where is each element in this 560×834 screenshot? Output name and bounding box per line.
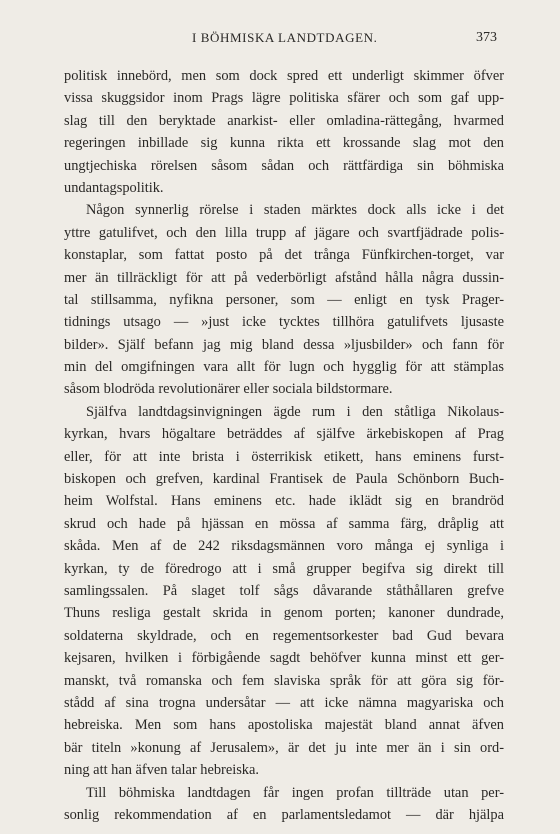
text-line: slag till den beryktade anarkist- eller omladina-rättegång, hvarmed bbox=[64, 112, 504, 129]
text-line: undantagspolitik. bbox=[64, 179, 164, 196]
text-line: yttre gatulifvet, och den lilla trupp af jägare och svartfjädrade polis- bbox=[64, 224, 504, 241]
text-line: ning att han äfven talar hebreiska. bbox=[64, 762, 259, 779]
text-line: skrud och hade på hjässan en mössa af samma färg, dråplig att bbox=[64, 515, 504, 532]
text-line: ungtjechiska rörelsen såsom sådan och rättfärdiga sin böhmiska bbox=[64, 157, 504, 174]
text-line: Thuns resliga gestalt skrida in genom porten; kanoner dundrade, bbox=[64, 605, 504, 622]
text-line: skåda. Men af de 242 riksdagsmännen voro många ej synliga i bbox=[64, 538, 504, 555]
text-line: heim Wolfstal. Hans eminens etc. hade iklädt sig en brandröd bbox=[64, 493, 504, 510]
text-line: soldaterna skyldrade, och en regementsorkester bad Gud bevara bbox=[64, 627, 504, 644]
text-line: kyrkan, hvars högaltare beträddes af själfve ärkebiskopen af Prag bbox=[64, 426, 504, 443]
text-line: Till böhmiska landtdagen får ingen profan tillträde utan per- bbox=[86, 784, 504, 801]
text-line: min del omgifningen vara allt för lugn och hygglig för att stämplas bbox=[64, 359, 504, 376]
text-line: kyrkan, ty de föredrogo att i små grupper begifva sig direkt till bbox=[64, 560, 504, 577]
text-line: såsom blodröda revolutionärer eller sociala bildstormare. bbox=[64, 381, 393, 398]
text-line: Själfva landtdagsinvigningen ägde rum i den ståtliga Nikolaus- bbox=[86, 403, 504, 420]
text-line: mer än tillräckligt för att på vederbörligt afstånd hålla några dussin- bbox=[64, 269, 504, 286]
page-number: 373 bbox=[476, 30, 497, 45]
running-title: I BÖHMISKA LANDTDAGEN. bbox=[192, 30, 378, 45]
text-line: eller, för att inte brista i österrikisk etikett, hans eminens furst- bbox=[64, 448, 504, 465]
text-line: sonlig rekommendation af en parlamentsledamot — där hjälpa bbox=[64, 806, 504, 823]
text-line: konstaplar, som fattat posto på det trånga Fünfkirchen-torget, var bbox=[64, 247, 504, 264]
body-text bbox=[64, 65, 504, 826]
text-line: bilder». Själf befann jag mig bland dessa »ljusbilder» och fann för bbox=[64, 336, 504, 353]
text-line: politisk innebörd, men som dock spred ett underligt skimmer öfver bbox=[64, 68, 504, 84]
text-line: manskt, två romanska och fem slaviska språk för att göra sig för- bbox=[64, 672, 504, 689]
text-line: vissa skuggsidor inom Prags lägre politiska sfärer och som gaf upp- bbox=[64, 90, 504, 107]
text-line: Någon synnerlig rörelse i staden märktes dock alls icke i det bbox=[86, 202, 504, 219]
text-line: regeringen inbillade sig kunna rikta ett krossande slag mot den bbox=[64, 135, 504, 152]
text-line: biskopen och grefven, kardinal Frantisek de Paula Schönborn Buch- bbox=[64, 471, 504, 488]
running-header bbox=[0, 30, 560, 50]
text-line: stådd af sina trogna undersåtar — att icke nämna magyariska och bbox=[64, 694, 504, 711]
text-line: tidnings utsago — »just icke tycktes tillhöra gatulifvets ljusaste bbox=[64, 314, 504, 331]
text-line: samlingssalen. På slaget tolf sågs dåvarande ståthållaren grefve bbox=[64, 582, 504, 599]
text-line: kejsaren, hvilken i förbigående sagdt behöfver kunna minst ett ger- bbox=[64, 650, 504, 667]
text-line: bär titeln »konung af Jerusalem», är det ju inte mer än i sin ord- bbox=[64, 739, 504, 756]
text-line: tal stillsamma, nyfikna personer, som — enligt en tysk Prager- bbox=[64, 291, 504, 308]
text-line: hebreiska. Men som hans apostoliska majestät bland annat äfven bbox=[64, 717, 504, 734]
